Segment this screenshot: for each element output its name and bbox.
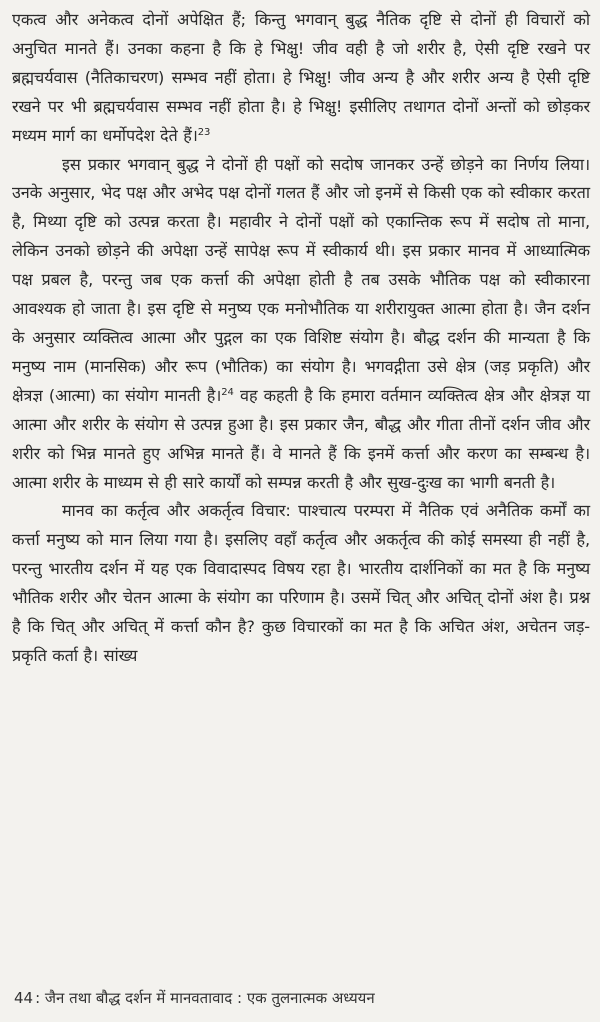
footnote-marker-24: 24 — [221, 386, 234, 398]
paragraph-text: वह कहती है कि हमारा वर्तमान व्यक्तित्व क्षेत्र और क्षेत्रज्ञ या आत्मा और शरीर के संयोग से उत्पन्न हुआ है। इस प्रकार जैन, बौद्ध और गीता तीनों दर्शन जीव और शरीर को भिन्न मानते हुए अभिन्न मानते हैं। वे मानते हैं कि इनमें कर्त्ता और करण का सम्बन्ध है। आत्मा शरीर के माध्यम से ही सारे कार्यों को सम्पन्न करती है और सुख-दुःख का भागी बनती है। — [12, 385, 590, 492]
page-footer — [14, 988, 375, 1008]
footnote-marker-23: 23 — [197, 126, 211, 138]
body-text — [12, 6, 590, 671]
paragraph-text: एकत्व और अनेकत्व दोनों अपेक्षित हैं; किन्तु भगवान् बुद्ध नैतिक दृष्टि से दोनों ही विचारों को अनुचित मानते हैं। उनका कहना है कि हे भिक्षु! जीव वही है जो शरीर है, ऐसी दृष्टि रखने पर ब्रह्मचर्यवास (नैतिकाचरण) सम्भव नहीं होता। हे भिक्षु! जीव अन्य है और शरीर अन्य है ऐसी दृष्टि रखने पर भी ब्रह्मचर्यवास सम्भव नहीं होता है। हे भिक्षु! इसीलिए तथागत दोनों अन्तों को छोड़कर मध्यम मार्ग का धर्मोपदेश देते हैं। — [12, 10, 590, 145]
paragraph-text: इस प्रकार भगवान् बुद्ध ने दोनों ही पक्षों को सदोष जानकर उन्हें छोड़ने का निर्णय लिया। उनके अनुसार, भेद पक्ष और अभेद पक्ष दोनों गलत हैं और जो इनमें से किसी एक को स्वीकार करता है, मिथ्या दृष्टि को उत्पन्न करता है। महावीर ने दोनों पक्षों को एकान्तिक रूप में सदोष तो माना, लेकिन उनको छोड़ने की अपेक्षा उन्हें सापेक्ष रूप में स्वीकार्य थी। इस प्रकार मानव में आध्यात्मिक पक्ष प्रबल है, परन्तु जब एक कर्त्ता की अपेक्षा होती है तब उसके भौतिक पक्ष को स्वीकारना आवश्यक हो जाता है। इस दृष्टि से मनुष्य एक मनोभौतिक या शरीरायुक्त आत्मा होता है। जैन दर्शन के अनुसार व्यक्तित्व आत्मा और पुद्गल का एक विशिष्ट संयोग है। बौद्ध दर्शन की मान्यता है कि मनुष्य नाम (मानसिक) और रूप (भौतिक) का संयोग है। भगवद्गीता उसे क्षेत्र (जड़ प्रकृति) और क्षेत्रज्ञ (आत्मा) का संयोग मानती है। — [12, 154, 590, 405]
paragraph-text: मानव का कर्तृत्व और अकर्तृत्व विचार: पाश्चात्य परम्परा में नैतिक एवं अनैतिक कर्मों का कर्त्ता मनुष्य को मान लिया गया है। इसलिए वहाँ कर्तृत्व और अकर्तृत्व की कोई समस्या ही नहीं है, परन्तु भारतीय दर्शन में यह एक विवादास्पद विषय रहा है। भारतीय दार्शनिकों का मत है कि मनुष्य भौतिक शरीर और चेतन आत्मा के संयोग का परिणाम है। उसमें चित् और अचित् दोनों अंश है। प्रश्न है कि चित् और अचित् में कर्त्ता कौन है? कुछ विचारकों का मत है कि अचित अंश, अचेतन जड़-प्रकृति कर्ता है। सांख्य — [12, 501, 590, 665]
paragraph-3 — [12, 497, 590, 670]
paragraph-2 — [12, 151, 590, 498]
page-number: 44 — [14, 989, 34, 1007]
paragraph-1 — [12, 6, 590, 151]
book-title: : जैन तथा बौद्ध दर्शन में मानवतावाद : एक तुलनात्मक अध्ययन — [35, 989, 375, 1007]
